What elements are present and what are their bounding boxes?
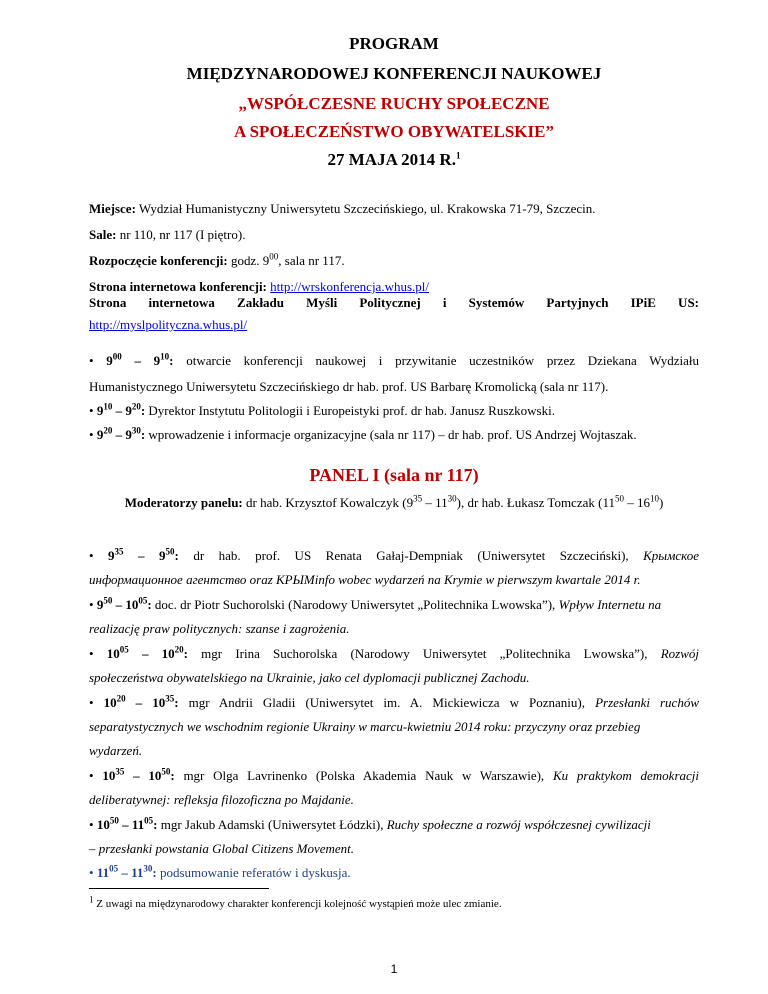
title-date: 27 MAJA 2014 R.$^1$: [327, 150, 461, 169]
talk-title-cont: społeczeństwa obywatelskiego na Ukrainie, jako cel dyplomacji publicznej Zachodu.: [89, 670, 530, 685]
talk-title-cont: deliberatywnej: refleksja filozoficzna po Majdanie.: [89, 792, 354, 807]
talk-item: • $10^{50} - 11^{05}$: mgr Jakub Adamski (Uniwersytet Łódzki), Ruchy społeczne a rozwój współczesnej cywilizacji: [89, 815, 651, 832]
opening-item-2: • $9^{10} - 9^{20}$: Dyrektor Instytutu Politologii i Europeistyki prof. dr hab. Janusz Ruszkowski.: [89, 401, 555, 418]
info-dept-label: Strona internetowa Zakładu Myśli Politycznej i Systemów Partyjnych IPiE US:: [89, 295, 699, 310]
info-start: Rozpoczęcie konferencji: godz. $9^{00}$, sala nr 117.: [89, 251, 345, 268]
title-theme-line1: „WSPÓŁCZESNE RUCHY SPOŁECZNE: [238, 94, 550, 113]
talk-item: • $10^{05} - 10^{20}$: mgr Irina Suchorolska (Narodowy Uniwersytet „Politechnika Lwowska”), Rozwój: [89, 645, 699, 661]
talk-title-cont: separatystycznych we wschodnim regionie Ukrainy w marcu-kwietniu 2014 roku: przyczyny oraz przebieg: [89, 719, 641, 734]
talk-title-cont: – przesłanki powstania Global Citizens Movement.: [89, 841, 355, 856]
panel-title: PANEL I (sala nr 117): [309, 465, 479, 485]
info-rooms: Sale: nr 110, nr 117 (I piętro).: [89, 227, 246, 242]
opening-item-3: • $9^{20} - 9^{30}$: wprowadzenie i informacje organizacyjne (sala nr 117) – dr hab. prof. US Andrzej Wojtaszak.: [89, 425, 637, 442]
footnote-ref[interactable]: 1: [455, 150, 461, 161]
summary-item: • $11^{05} - 11^{30}$: podsumowanie referatów i dyskusja.: [89, 863, 351, 880]
talk-item: • $10^{35} - 10^{50}$: mgr Olga Lavrinenko (Polska Akademia Nauk w Warszawie), Ku praktykom demokracji: [89, 767, 699, 783]
opening-item-1: • $9^{00} - 9^{10}$: otwarcie konferencji naukowej i przywitanie uczestników przez Dziekana Wydziału: [89, 352, 699, 368]
info-site: Strona internetowa konferencji: http://wrskonferencja.whus.pl/: [89, 279, 429, 294]
talk-item: • $9^{35} - 9^{50}$: dr hab. prof. US Renata Gałaj-Dempniak (Uniwersytet Szczeciński), Крымское: [89, 547, 699, 563]
department-site-link[interactable]: http://myslpolityczna.whus.pl/: [89, 317, 248, 332]
talk-title-cont: wydarzeń.: [89, 743, 143, 758]
conference-site-link[interactable]: http://wrskonferencja.whus.pl/: [270, 279, 429, 294]
footnote: $^1$ Z uwagi na międzynarodowy charakter konferencji kolejność wystąpień może ulec zmianie.: [89, 894, 502, 910]
talk-title-cont: информационное агентство oraz КРЫMinfo wobec wydarzeń na Krymie w pierwszym kwartale 2014 r.: [89, 572, 641, 587]
talk-item: • $10^{20} - 10^{35}$: mgr Andrii Gladii (Uniwersytet im. A. Mickiewicza w Poznaniu), Przesłanki ruchów: [89, 694, 699, 710]
footnote-rule: [89, 888, 269, 889]
opening-item-1-cont: Humanistycznego Uniwersytetu Szczecińskiego dr hab. prof. US Barbarę Kromolicką (sala nr 117).: [89, 379, 609, 394]
page-number: 1: [390, 962, 398, 976]
talk-title-cont: realizację praw politycznych: szanse i zagrożenia.: [89, 621, 350, 636]
info-place: Miejsce: Wydział Humanistyczny Uniwersytetu Szczecińskiego, ul. Krakowska 71-79, Szczecin.: [89, 201, 596, 216]
talk-item: • $9^{50} - 10^{05}$: doc. dr Piotr Suchorolski (Narodowy Uniwersytet „Politechnika Lwowska”), Wpływ Internetu na: [89, 595, 662, 612]
panel-moderators: Moderatorzy panelu: dr hab. Krzysztof Kowalczyk $(9^{35} - 11^{30})$, dr hab. Łukasz Tomczak $(11^{50} - 16^{10})$: [124, 493, 664, 510]
title-program: PROGRAM: [349, 34, 439, 53]
title-theme-line2: A SPOŁECZEŃSTWO OBYWATELSKIE”: [234, 122, 554, 141]
info-dept: [89, 316, 699, 333]
title-conference: MIĘDZYNARODOWEJ KONFERENCJI NAUKOWEJ: [186, 64, 602, 83]
